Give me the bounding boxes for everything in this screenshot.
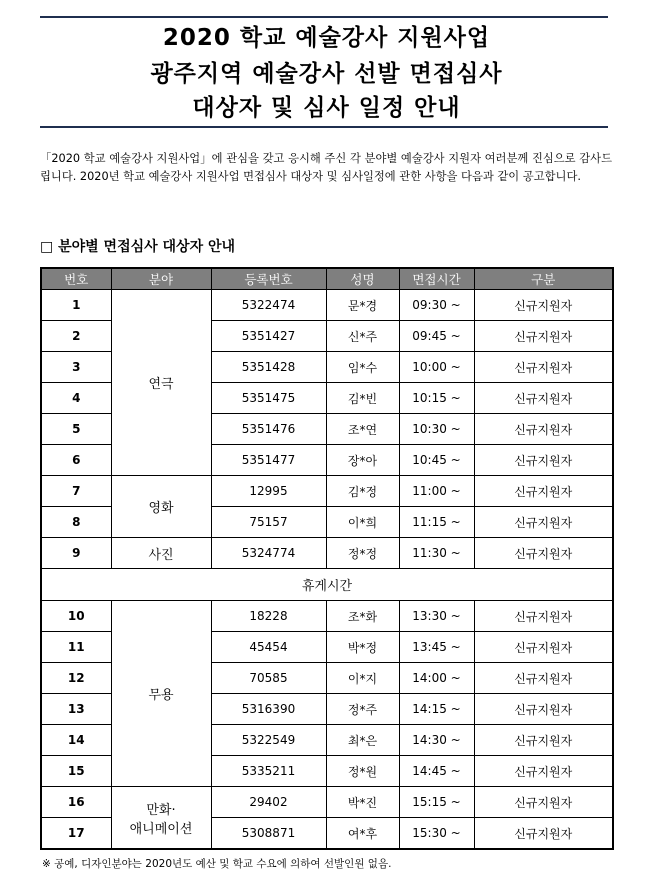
cell-no: 4	[41, 383, 111, 414]
cell-reg: 5351427	[211, 321, 326, 352]
cell-time: 11:30 ~	[399, 538, 474, 569]
schedule-table	[40, 267, 614, 850]
cell-reg: 75157	[211, 507, 326, 538]
cell-type: 신규지원자	[474, 694, 613, 725]
cell-name: 조*화	[326, 601, 399, 632]
cell-reg: 5351475	[211, 383, 326, 414]
cell-no: 3	[41, 352, 111, 383]
cell-field: 만화· 애니메이션	[111, 787, 211, 850]
cell-type: 신규지원자	[474, 507, 613, 538]
header-no: 번호	[41, 268, 111, 290]
title-line-2: 광주지역 예술강사 선발 면접심사	[150, 61, 503, 87]
table-header-row	[41, 268, 613, 290]
cell-time: 15:15 ~	[399, 787, 474, 818]
cell-no: 13	[41, 694, 111, 725]
cell-time: 14:45 ~	[399, 756, 474, 787]
header-type: 구분	[474, 268, 613, 290]
cell-no: 6	[41, 445, 111, 476]
cell-name: 최*은	[326, 725, 399, 756]
cell-field: 영화	[111, 476, 211, 538]
cell-reg: 5351477	[211, 445, 326, 476]
cell-name: 박*정	[326, 632, 399, 663]
title-line-3: 대상자 및 심사 일정 안내	[192, 95, 461, 121]
cell-reg: 5308871	[211, 818, 326, 850]
cell-reg: 12995	[211, 476, 326, 507]
table-row	[41, 601, 613, 632]
cell-type: 신규지원자	[474, 476, 613, 507]
cell-time: 14:15 ~	[399, 694, 474, 725]
cell-field: 연극	[111, 290, 211, 476]
break-label: 휴게시간	[41, 569, 613, 601]
cell-no: 7	[41, 476, 111, 507]
cell-no: 9	[41, 538, 111, 569]
cell-name: 신*주	[326, 321, 399, 352]
cell-time: 13:30 ~	[399, 601, 474, 632]
cell-no: 14	[41, 725, 111, 756]
cell-reg: 5351428	[211, 352, 326, 383]
cell-type: 신규지원자	[474, 601, 613, 632]
cell-type: 신규지원자	[474, 756, 613, 787]
cell-reg: 18228	[211, 601, 326, 632]
cell-name: 정*원	[326, 756, 399, 787]
cell-reg: 5351476	[211, 414, 326, 445]
cell-reg: 45454	[211, 632, 326, 663]
cell-time: 10:30 ~	[399, 414, 474, 445]
cell-time: 11:15 ~	[399, 507, 474, 538]
cell-no: 15	[41, 756, 111, 787]
cell-type: 신규지원자	[474, 414, 613, 445]
bottom-rule	[40, 126, 608, 128]
cell-name: 김*정	[326, 476, 399, 507]
cell-time: 14:00 ~	[399, 663, 474, 694]
title-line-1: 2020 학교 예술강사 지원사업	[162, 25, 491, 51]
cell-name: 김*빈	[326, 383, 399, 414]
cell-type: 신규지원자	[474, 663, 613, 694]
cell-time: 10:15 ~	[399, 383, 474, 414]
cell-type: 신규지원자	[474, 290, 613, 321]
section-title: □ 분야별 면접심사 대상자 안내	[40, 239, 236, 255]
cell-reg: 5322549	[211, 725, 326, 756]
header-reg: 등록번호	[211, 268, 326, 290]
cell-type: 신규지원자	[474, 321, 613, 352]
cell-no: 8	[41, 507, 111, 538]
cell-time: 09:30 ~	[399, 290, 474, 321]
cell-no: 10	[41, 601, 111, 632]
cell-reg: 5316390	[211, 694, 326, 725]
cell-reg: 29402	[211, 787, 326, 818]
cell-time: 11:00 ~	[399, 476, 474, 507]
cell-type: 신규지원자	[474, 445, 613, 476]
cell-name: 정*주	[326, 694, 399, 725]
cell-type: 신규지원자	[474, 352, 613, 383]
intro-paragraph: 「2020 학교 예술강사 지원사업」에 관심을 갖고 응시해 주신 각 분야별 예술강사 지원자 여러분께 진심으로 감사드립니다. 2020년 학교 예술강사 지원사업 면접심사 대상자 및 심사일정에 관한 사항을 다음과 같이 공고합니다.	[40, 152, 612, 183]
header-time: 면접시간	[399, 268, 474, 290]
cell-time: 10:45 ~	[399, 445, 474, 476]
cell-name: 이*지	[326, 663, 399, 694]
cell-time: 14:30 ~	[399, 725, 474, 756]
table-row	[41, 476, 613, 507]
table-row	[41, 787, 613, 818]
table-row	[41, 538, 613, 569]
cell-name: 임*수	[326, 352, 399, 383]
footnote: ※ 공예, 디자인분야는 2020년도 예산 및 학교 수요에 의하여 선발인원 없음.	[42, 858, 392, 870]
cell-reg: 5335211	[211, 756, 326, 787]
top-rule	[40, 16, 608, 18]
cell-name: 장*아	[326, 445, 399, 476]
cell-field: 무용	[111, 601, 211, 787]
cell-no: 12	[41, 663, 111, 694]
cell-no: 11	[41, 632, 111, 663]
cell-reg: 70585	[211, 663, 326, 694]
header-field: 분야	[111, 268, 211, 290]
cell-no: 5	[41, 414, 111, 445]
cell-time: 15:30 ~	[399, 818, 474, 850]
cell-name: 이*희	[326, 507, 399, 538]
cell-type: 신규지원자	[474, 818, 613, 850]
break-row	[41, 569, 613, 601]
cell-name: 문*경	[326, 290, 399, 321]
cell-type: 신규지원자	[474, 725, 613, 756]
cell-field: 사진	[111, 538, 211, 569]
cell-reg: 5324774	[211, 538, 326, 569]
cell-time: 10:00 ~	[399, 352, 474, 383]
cell-type: 신규지원자	[474, 787, 613, 818]
cell-no: 1	[41, 290, 111, 321]
cell-no: 2	[41, 321, 111, 352]
cell-type: 신규지원자	[474, 538, 613, 569]
cell-type: 신규지원자	[474, 632, 613, 663]
cell-time: 09:45 ~	[399, 321, 474, 352]
cell-name: 정*정	[326, 538, 399, 569]
table-row	[41, 290, 613, 321]
cell-time: 13:45 ~	[399, 632, 474, 663]
header-name: 성명	[326, 268, 399, 290]
cell-no: 17	[41, 818, 111, 850]
cell-name: 박*진	[326, 787, 399, 818]
cell-no: 16	[41, 787, 111, 818]
cell-reg: 5322474	[211, 290, 326, 321]
cell-name: 여*후	[326, 818, 399, 850]
cell-type: 신규지원자	[474, 383, 613, 414]
cell-name: 조*연	[326, 414, 399, 445]
